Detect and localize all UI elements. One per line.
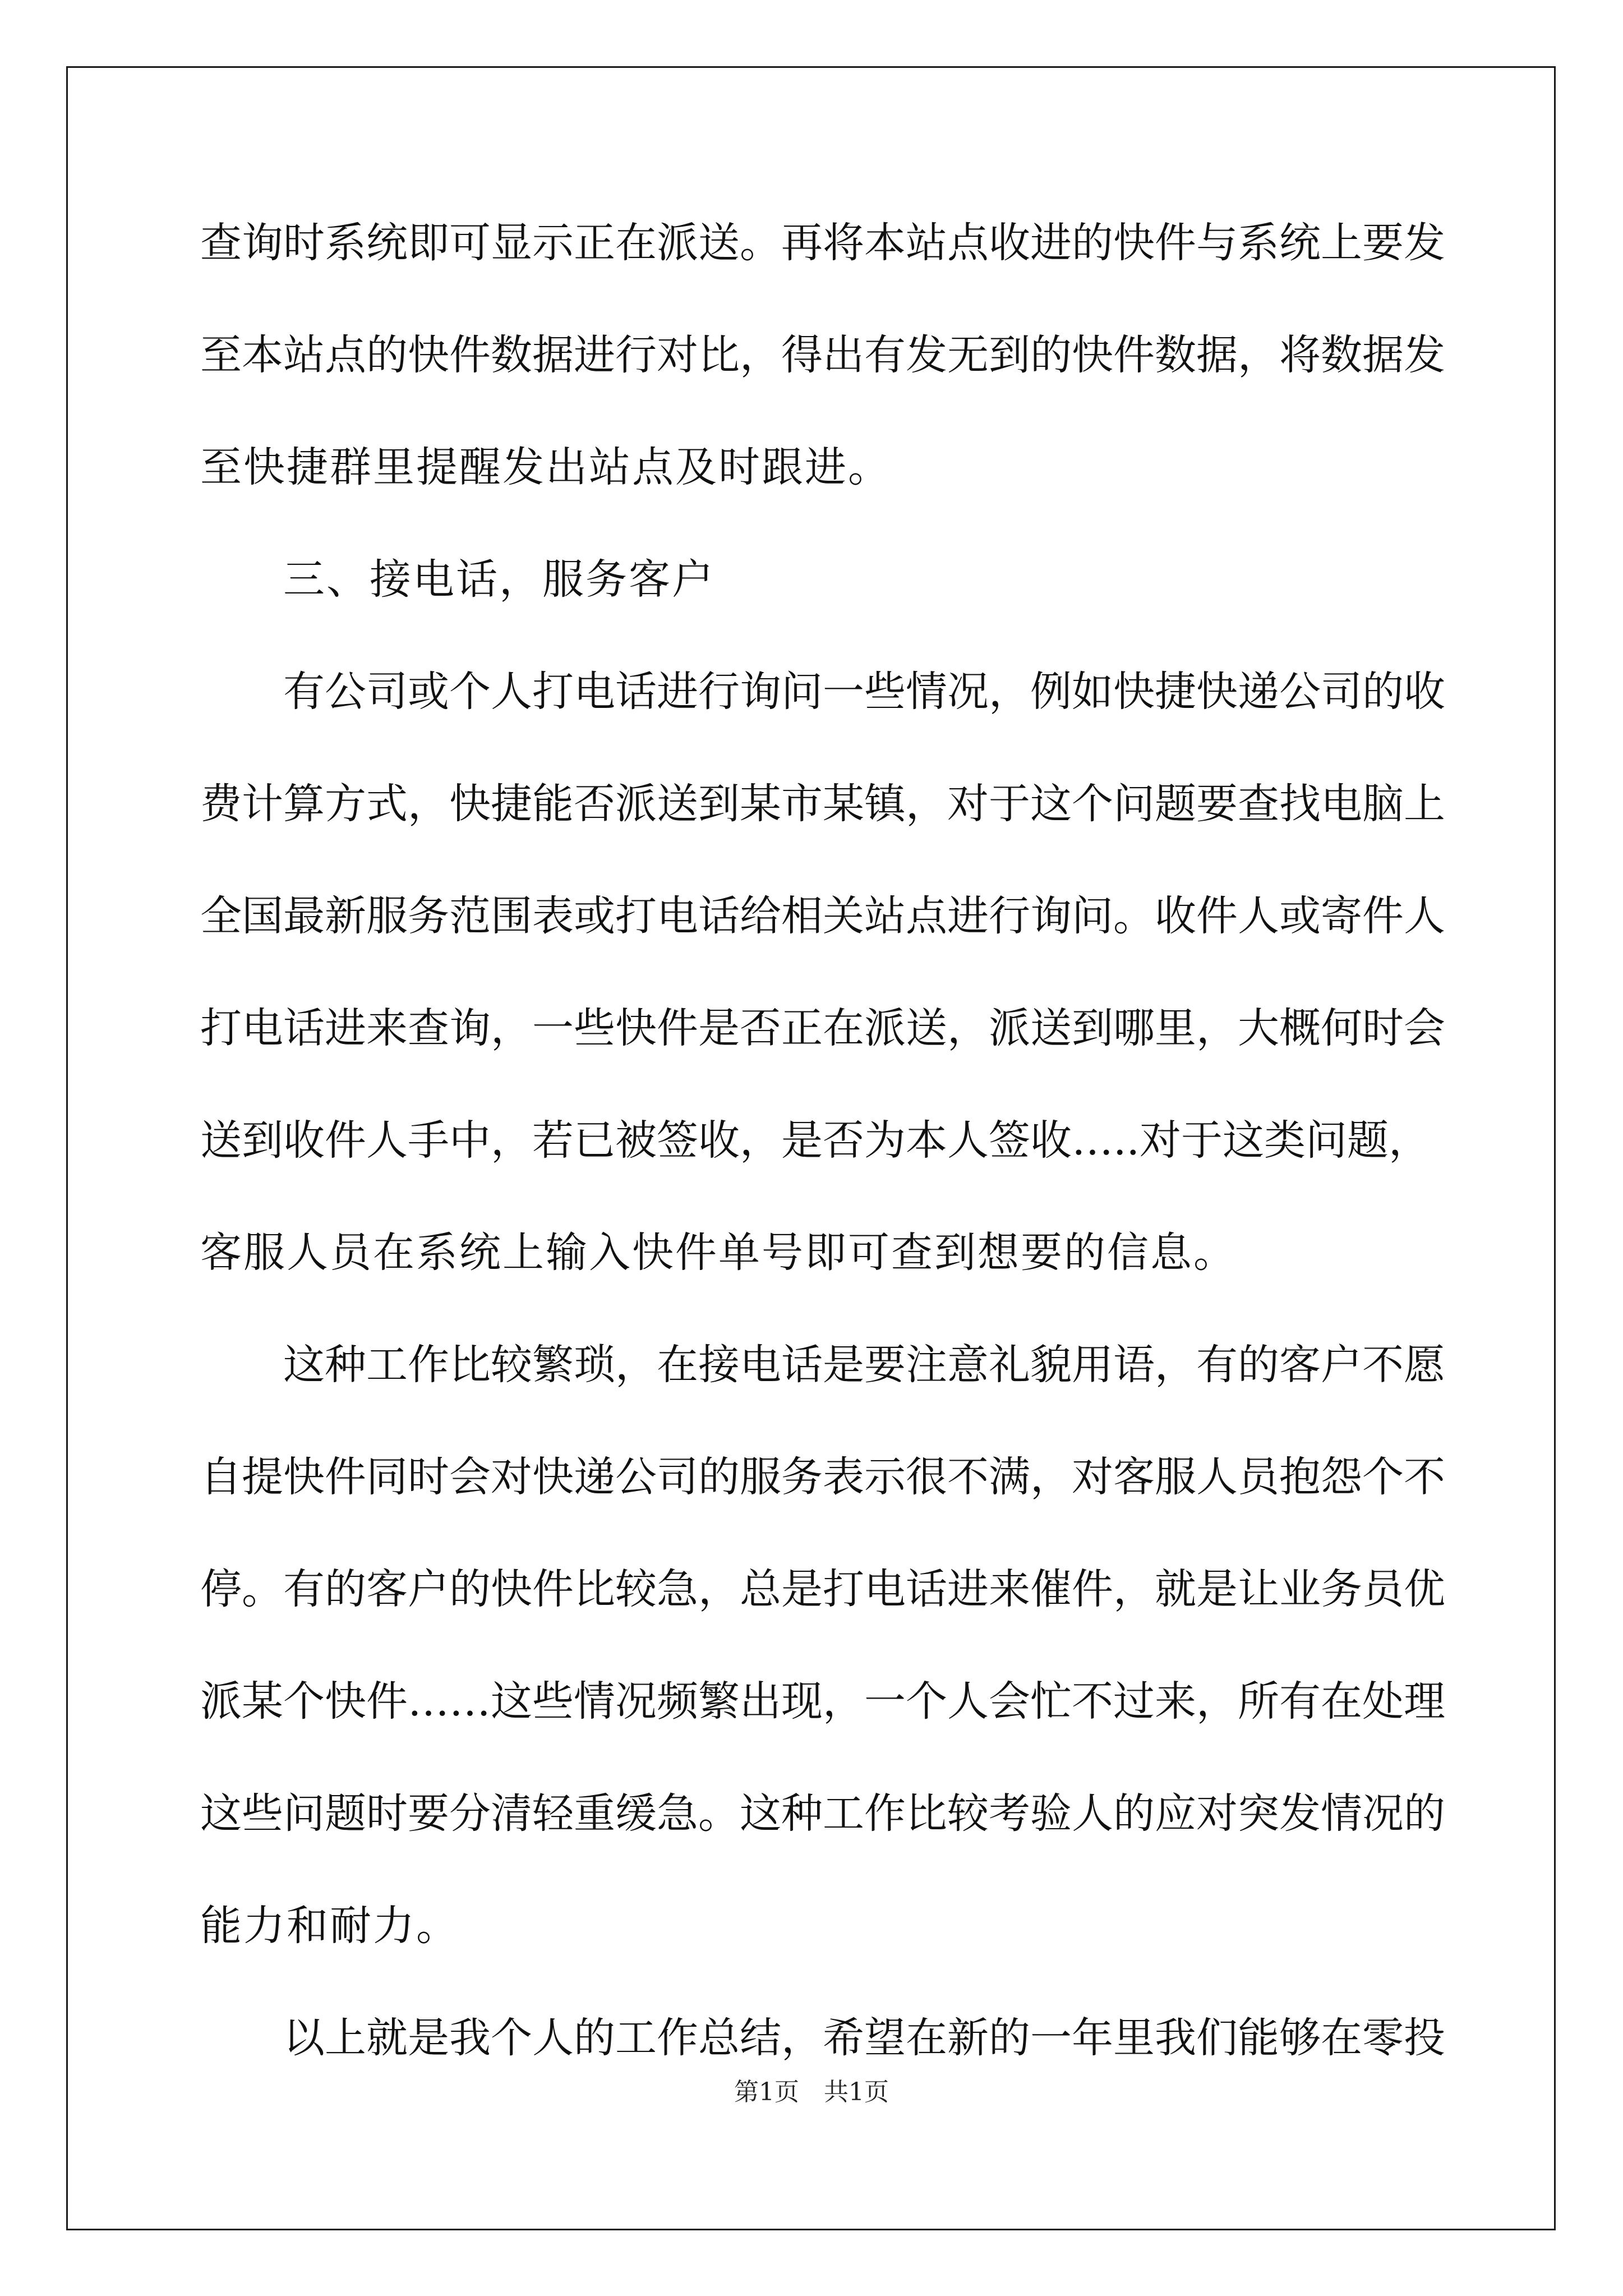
text-line: 全国最新服务范围表或打电话给相关站点进行询问。收件人或寄件人 bbox=[200, 892, 1445, 940]
text-line: 打电话进来查询，一些快件是否正在派送，派送到哪里，大概何时会 bbox=[200, 1004, 1445, 1052]
text-line: 这种工作比较繁琐，在接电话是要注意礼貌用语，有的客户不愿 bbox=[283, 1341, 1445, 1389]
page-footer: 第1页 共1页 bbox=[734, 2078, 889, 2106]
text-line: 费计算方式，快捷能否派送到某市某镇，对于这个问题要查找电脑上 bbox=[200, 780, 1445, 828]
section-heading: 三、接电话，服务客户 bbox=[283, 555, 715, 604]
text-line: 能力和耐力。 bbox=[200, 1902, 459, 1950]
text-line: 停。有的客户的快件比较急，总是打电话进来催件，就是让业务员优 bbox=[200, 1565, 1445, 1613]
text-line: 有公司或个人打电话进行询问一些情况，例如快捷快递公司的收 bbox=[283, 668, 1445, 716]
text-line: 查询时系统即可显示正在派送。再将本站点收进的快件与系统上要发 bbox=[200, 219, 1445, 267]
text-line: 客服人员在系统上输入快件单号即可查到想要的信息。 bbox=[200, 1228, 1237, 1277]
text-line: 自提快件同时会对快递公司的服务表示很不满，对客服人员抱怨个不 bbox=[200, 1453, 1445, 1501]
text-line: 这些问题时要分清轻重缓急。这种工作比较考验人的应对突发情况的 bbox=[200, 1789, 1445, 1838]
text-line: 至快捷群里提醒发出站点及时跟进。 bbox=[200, 443, 891, 491]
text-line: 送到收件人手中，若已被签收，是否为本人签收…..对于这类问题， bbox=[200, 1116, 1431, 1165]
text-line: 以上就是我个人的工作总结，希望在新的一年里我们能够在零投 bbox=[283, 2014, 1445, 2062]
text-line: 至本站点的快件数据进行对比，得出有发无到的快件数据，将数据发 bbox=[200, 331, 1445, 379]
text-line: 派某个快件……这些情况频繁出现，一个人会忙不过来，所有在处理 bbox=[200, 1677, 1445, 1726]
